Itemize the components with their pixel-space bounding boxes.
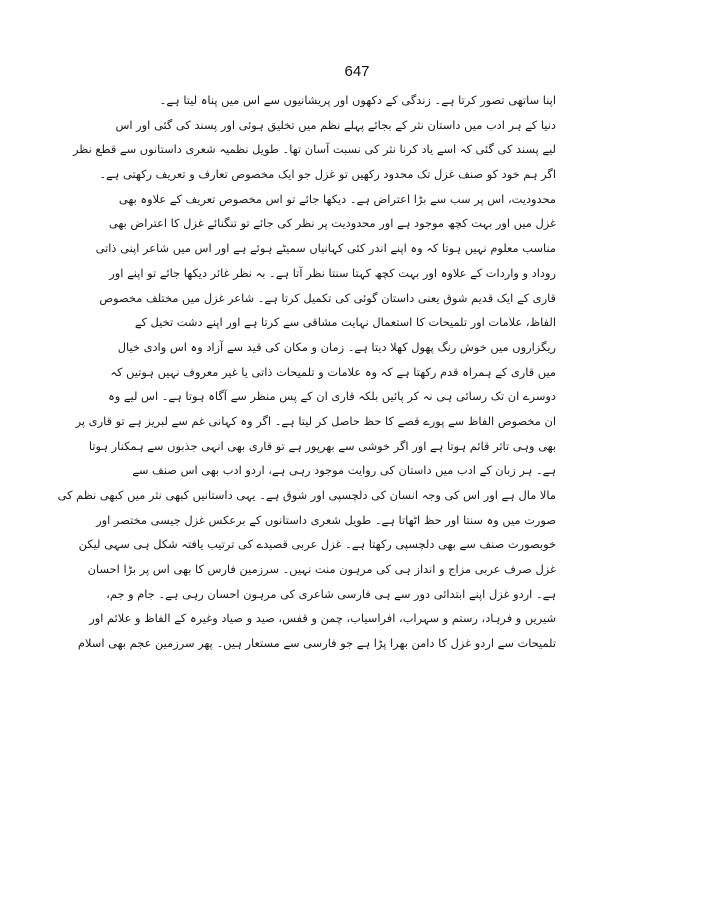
text-line: الفاظ، علامات اور تلمیحات کا استعمال نہایت مشاقی سے کرتا ہے اور اپنے دشت تخیل کے (134, 315, 556, 330)
text-line: ان مخصوص الفاظ سے پورے قصے کا حظ حاصل کر لیتا ہے۔ اگر وہ کہانی غم سے لبریز ہے تو قاری پر (75, 413, 556, 428)
text-line: روداد و واردات کے علاوہ اور بہت کچھ کہتا سنتا نظر آتا ہے۔ بہ نظر غائر دیکھا جائے تو اپنے اور (109, 265, 556, 280)
text-line: تلمیحات سے اردو غزل کا دامن بھرا پڑا ہے جو فارسی سے مستعار ہیں۔ پھر سرزمین عجم بھی اسلام (77, 636, 556, 651)
text-line: اگر ہم خود کو صنف غزل تک محدود رکھیں تو غزل جو ایک مخصوص تعارف و تعریف رکھتی ہے۔ (99, 167, 556, 182)
text-line: ریگزاروں میں خوش رنگ پھول کھلا دیتا ہے۔ زمان و مکان کی قید سے آزاد وہ اس وادی خیال (117, 339, 556, 354)
text-line: بھی وہی تاثر قائم ہوتا ہے اور اگر خوشی سے بھرپور ہے تو قاری بھی انہی جذبوں سے ہمکنار ہوتا (88, 438, 556, 453)
text-line: دنیا کے ہر ادب میں داستان نثر کے بجائے پہلے نظم میں تخلیق ہوئی اور پسند کی گئی اور اس (115, 117, 556, 132)
text-line: مناسب معلوم نہیں ہوتا کہ وہ اپنے اندر کئی کہانیاں سمیٹے ہوئے ہے اور اس میں شاعر اپنی ذاتی (95, 241, 556, 256)
body-text (57, 88, 556, 656)
text-line: قاری کے ایک قدیم شوق یعنی داستان گوئی کی تکمیل کرتا ہے۔ شاعر غزل میں مختلف مخصوص (99, 290, 556, 305)
text-line: غزل میں اور بہت کچھ موجود ہے اور محدودیت پر نظر کی جائے تو تنگنائے غزل کا اعتراض بھی (108, 216, 556, 231)
text-line: اپنا ساتھی تصور کرتا ہے۔ زندگی کے دکھوں اور پریشانیوں سے اس میں پناہ لیتا ہے۔ (159, 93, 556, 107)
text-line: میں قاری کے ہمراہ قدم رکھتا ہے کہ وہ علامات و تلمیحات ذاتی یا غیر معروف نہیں ہوتیں کہ (110, 364, 556, 379)
page-number: 647 (344, 63, 370, 80)
text-line: خوبصورت صنف سے بھی دلچسپی رکھتا ہے۔ غزل عربی قصیدے کی ترتیب یافتہ شکل ہی سہی لیکن (78, 537, 556, 552)
text-line: مالا مال ہے اور اس کی وجہ انسان کی دلچسپی اور شوق ہے۔ یہی داستانیں کبھی نثر میں کبھی نظم کی (57, 488, 556, 502)
text-line: لیے پسند کی گئی کہ اسے یاد کرنا نثر کی نسبت آسان تھا۔ طویل نظمیہ شعری داستانوں سے قطع نظر (73, 142, 556, 157)
text-line: شیریں و فرہاد، رستم و سہراب، افراسیاب، چمن و قفس، صید و صیاد وغیرہ کے الفاظ و علائم اور (89, 611, 556, 626)
text-line: ہے۔ ہر زبان کے ادب میں داستان کی روایت موجود رہی ہے، اردو ادب بھی اس صنف سے (132, 463, 556, 478)
text-line: محدودیت، اس پر سب سے بڑا اعتراض ہے۔ دیکھا جائے تو اس مخصوص تعریف کے علاوہ بھی (118, 191, 556, 206)
text-line: صورت میں وہ سنتا اور حظ اٹھاتا ہے۔ طویل شعری داستانوں کے برعکس غزل جیسی مختصر اور (96, 512, 556, 527)
text-line: دوسرے ان تک رسائی ہی نہ کر پائیں بلکہ قاری ان کے پس منظر سے آگاہ ہوتا ہے۔ اس لیے وہ (108, 389, 556, 404)
text-line: ہے۔ اردو غزل اپنے ابتدائی دور سے ہی فارسی شاعری کی مرہون احسان رہی ہے۔ جام و جم، (106, 586, 556, 601)
text-line: غزل صرف عربی مزاج و انداز ہی کی مرہون منت نہیں۔ سرزمین فارس کا بھی اس پر بڑا احسان (87, 562, 556, 577)
